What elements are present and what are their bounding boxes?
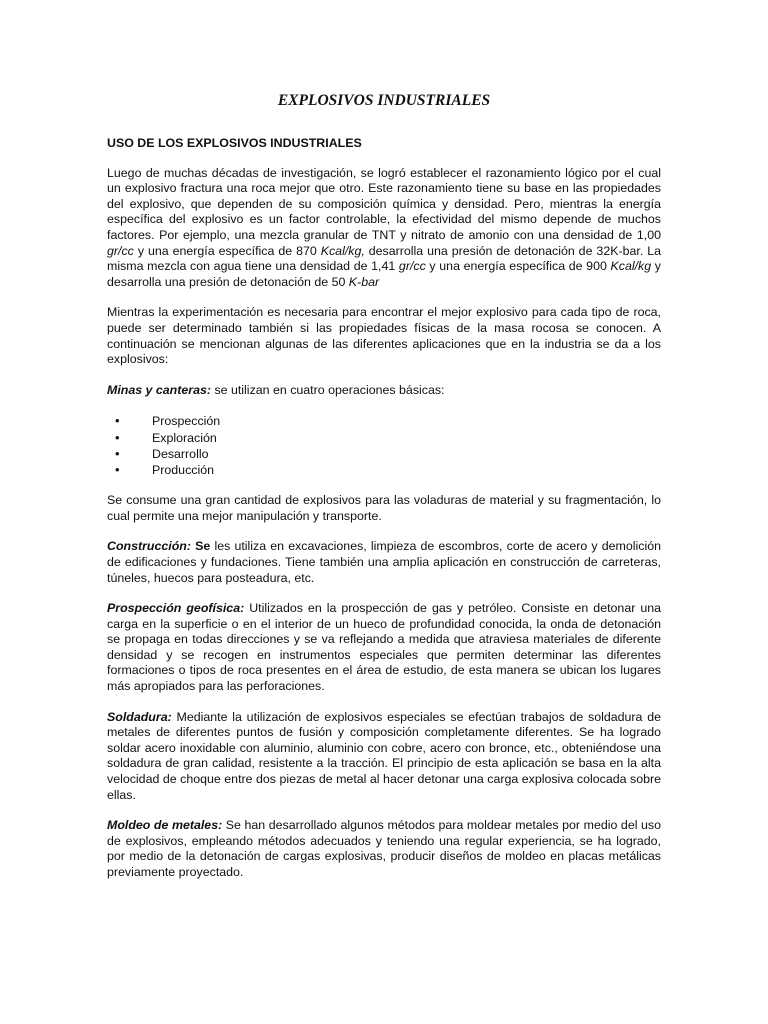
minas-label: Minas y canteras: [107, 382, 211, 397]
document-title: EXPLOSIVOS INDUSTRIALES [277, 92, 491, 109]
intro-text-2: y una energía específica de 870 [133, 243, 321, 258]
list-item: • Prospección [107, 413, 661, 429]
soldadura-label: Soldadura: [107, 709, 172, 724]
moldeo-label: Moldeo de metales: [107, 818, 223, 833]
unit-density-1: gr/cc [107, 243, 134, 258]
construccion-label: Construcción: [107, 539, 191, 554]
minas-paragraph [107, 383, 661, 399]
prospeccion-label: Prospección geofísica: [107, 601, 245, 616]
unit-energy-1: Kcal/kg, [320, 243, 365, 258]
intro-text-1: Luego de muchas décadas de investigación, se logró establecer el razonamiento lógico por el cual un explosivo fractura una roca mejor que otro. Este razonamiento tiene su base en las propiedades del explosivo, que dependen de su composición química y densidad. Pero, mientras la energía específica del explosivo es un factor controlable, la efectividad del mismo depende de muchos factores. Por ejemplo, una mezcla granular de TNT y nitrato de amonio con una densidad de 1,00 [107, 165, 661, 242]
intro-text-3: desarrolla una presión de detonación de 32K-bar. La misma mezcla con agua tiene una densidad de 1,41 [107, 243, 662, 274]
moldeo-paragraph [107, 818, 661, 880]
construccion-lead: Se [190, 539, 211, 554]
moldeo-text: Se han desarrollado algunos métodos para moldear metales por medio del uso de explosivos, empleando métodos adecuados y teniendo una regular experiencia, se ha logrado, por medio de la detonación de cargas explosivas, producir diseños de moldeo en placas metálicas previamente proyectado. [107, 818, 661, 879]
list-item: • Exploración [107, 430, 661, 446]
list-item: • Desarrollo [107, 446, 661, 462]
unit-density-2: gr/cc [398, 259, 426, 274]
unit-energy-2: Kcal/kg [610, 259, 652, 274]
document-body [107, 136, 661, 896]
consumption-paragraph: Se consume una gran cantidad de explosivos para las voladuras de material y su fragmentación, lo cual permite una mejor manipulación y transporte. [107, 493, 661, 523]
section-heading: USO DE LOS EXPLOSIVOS INDUSTRIALES [107, 136, 362, 150]
intro-text-5: y desarrolla una presión de detonación de 50 [107, 259, 662, 289]
prospeccion-text: Utilizados en la prospección de gas y petróleo. Consiste en detonar una carga en la superficie o en el interior de un hueco de profundidad conocida, la onda de detonación se propaga en todas direcciones y se va reflejando a medida que atraviesa materiales de diferente densidad y se recogen en instrumentos especiales que permiten determinar las diferentes formaciones o tipos de roca presentes en el área de estudio, de esta manera se ubican los lugares más apropiados para las perforaciones. [107, 601, 662, 694]
list-item: • Producción [107, 462, 661, 478]
applications-intro-paragraph: Mientras la experimentación es necesaria para encontrar el mejor explosivo para cada tipo de roca, puede ser determinado también si las propiedades físicas de la masa rocosa se conocen. A continuación se mencionan algunas de las diferentes aplicaciones que en la industria se da a los explosivos: [107, 305, 661, 367]
minas-text: se utilizan en cuatro operaciones básicas: [211, 382, 445, 397]
construccion-paragraph [107, 539, 661, 586]
construccion-text: les utiliza en excavaciones, limpieza de escombros, corte de acero y demolición de edificaciones y fundaciones. Tiene también una amplia aplicación en construcción de carreteras, túneles, huecos para posteadura, etc. [107, 539, 661, 585]
soldadura-text: Mediante la utilización de explosivos especiales se efectúan trabajos de soldadura de metales de diferentes puntos de fusión y composición completamente diferentes. Se ha logrado soldar acero inoxidable con aluminio, aluminio con cobre, acero con bronce, etc., obteniéndose una soldadura de gran calidad, resistente a la tracción. El principio de esta aplicación se basa en la alta velocidad de choque entre dos piezas de metal al hacer detonar una carga explosiva colocada sobre ellas. [107, 709, 661, 802]
unit-pressure: K-bar [348, 274, 380, 289]
intro-paragraph [107, 166, 661, 291]
operations-list [107, 413, 661, 478]
soldadura-paragraph [107, 710, 661, 804]
prospeccion-paragraph [107, 601, 661, 695]
intro-text-4: y una energía específica de 900 [425, 259, 611, 274]
